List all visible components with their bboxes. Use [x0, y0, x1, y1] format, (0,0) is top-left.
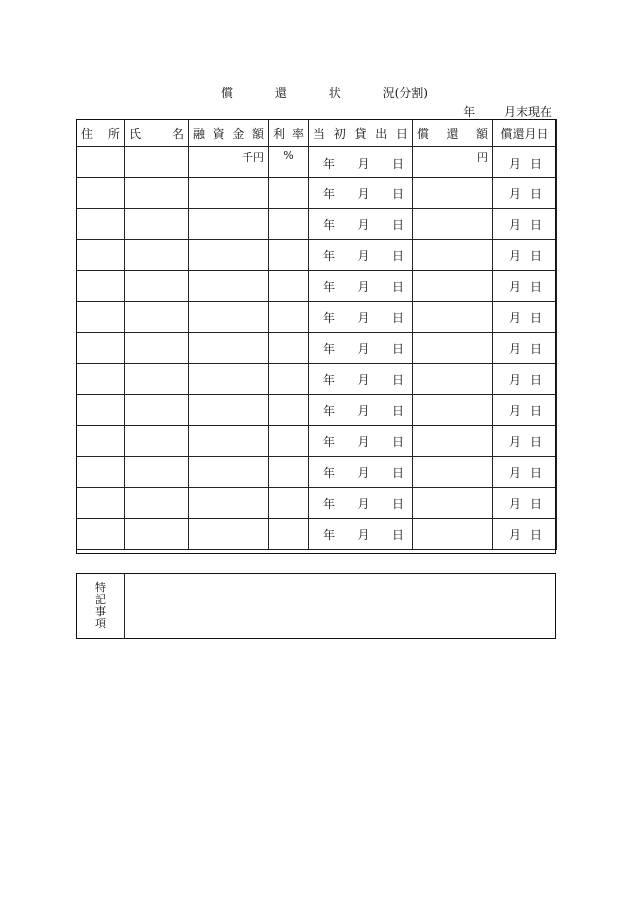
cell-repay-amount[interactable] [413, 209, 493, 240]
day-label: 日 [529, 186, 542, 201]
table-row [77, 302, 557, 333]
date-day-label: 日 [391, 496, 404, 511]
cell-initial-date[interactable] [309, 147, 413, 178]
cell-repay-amount[interactable] [413, 519, 493, 550]
repayment-table [76, 119, 557, 550]
date-year-label: 年 [323, 403, 336, 418]
notes-content[interactable] [125, 574, 555, 638]
date-day-label: 日 [391, 217, 404, 232]
table-row [77, 395, 557, 426]
cell-repay-month[interactable] [493, 364, 557, 395]
cell-loan-amount[interactable] [189, 209, 269, 240]
cell-initial-date[interactable] [309, 519, 413, 550]
date-day-label: 日 [391, 341, 404, 356]
date-month-label: 月 [357, 496, 370, 511]
cell-repay-amount[interactable] [413, 426, 493, 457]
date-month-label: 月 [357, 527, 370, 542]
day-label: 日 [529, 372, 542, 387]
cell-loan-amount[interactable] [189, 488, 269, 519]
date-month-label: 月 [357, 217, 370, 232]
cell-address[interactable] [77, 488, 125, 519]
day-label: 日 [529, 527, 542, 542]
month-label: 月 [509, 310, 522, 325]
date-year-label: 年 [323, 341, 336, 356]
table-row [77, 519, 557, 550]
cell-name[interactable] [125, 178, 189, 209]
cell-rate[interactable] [269, 178, 309, 209]
cell-repay-month[interactable] [493, 302, 557, 333]
cell-repay-month[interactable] [493, 426, 557, 457]
cell-address[interactable] [77, 147, 125, 178]
month-label: 月 [509, 341, 522, 356]
date-day-label: 日 [391, 248, 404, 263]
month-label: 月 [509, 217, 522, 232]
month-label: 月 [509, 186, 522, 201]
title-char: 償 [221, 86, 234, 100]
cell-rate[interactable] [269, 519, 309, 550]
header-row [77, 120, 557, 147]
cell-rate[interactable] [269, 426, 309, 457]
cell-name[interactable] [125, 364, 189, 395]
header-rate: 利 率 [269, 120, 309, 147]
date-month-label: 月 [357, 310, 370, 325]
cell-loan-amount[interactable] [189, 519, 269, 550]
cell-initial-date[interactable] [309, 178, 413, 209]
month-label: 月 [509, 527, 522, 542]
date-month-label: 月 [357, 157, 370, 171]
cell-name[interactable] [125, 271, 189, 302]
date-month-label: 月 [357, 434, 370, 449]
cell-name[interactable] [125, 426, 189, 457]
cell-initial-date[interactable] [309, 240, 413, 271]
cell-loan-amount[interactable] [189, 147, 269, 178]
title-char: 還 [274, 86, 287, 100]
unit-repay-amount: 円 [477, 151, 488, 164]
cell-name[interactable] [125, 395, 189, 426]
cell-name[interactable] [125, 333, 189, 364]
table-row [77, 147, 557, 178]
day-label: 日 [529, 279, 542, 294]
date-year-label: 年 [323, 527, 336, 542]
table-row [77, 488, 557, 519]
cell-repay-amount[interactable] [413, 395, 493, 426]
cell-repay-amount[interactable] [413, 333, 493, 364]
cell-loan-amount[interactable] [189, 457, 269, 488]
month-label: 月 [509, 372, 522, 387]
cell-repay-month[interactable] [493, 488, 557, 519]
date-day-label: 日 [391, 310, 404, 325]
cell-repay-month[interactable] [493, 240, 557, 271]
as-of-year-label: 年 [463, 105, 476, 119]
day-label: 日 [529, 248, 542, 263]
cell-rate[interactable] [269, 364, 309, 395]
cell-initial-date[interactable] [309, 426, 413, 457]
cell-initial-date[interactable] [309, 395, 413, 426]
cell-initial-date[interactable] [309, 457, 413, 488]
cell-initial-date[interactable] [309, 302, 413, 333]
date-day-label: 日 [391, 527, 404, 542]
cell-initial-date[interactable] [309, 333, 413, 364]
cell-address[interactable] [77, 519, 125, 550]
cell-repay-month[interactable] [493, 395, 557, 426]
date-month-label: 月 [357, 248, 370, 263]
date-year-label: 年 [323, 248, 336, 263]
date-year-label: 年 [323, 434, 336, 449]
cell-repay-amount[interactable] [413, 488, 493, 519]
date-month-label: 月 [357, 186, 370, 201]
date-year-label: 年 [323, 372, 336, 387]
cell-repay-month[interactable] [493, 333, 557, 364]
cell-address[interactable] [77, 302, 125, 333]
header-repay-month: 償還月日 [493, 120, 557, 147]
header-initial-date: 当 初 貸 出 日 [309, 120, 413, 147]
cell-loan-amount[interactable] [189, 302, 269, 333]
cell-rate[interactable] [269, 457, 309, 488]
cell-loan-amount[interactable] [189, 364, 269, 395]
cell-initial-date[interactable] [309, 364, 413, 395]
date-day-label: 日 [391, 372, 404, 387]
cell-repay-month[interactable] [493, 271, 557, 302]
cell-address[interactable] [77, 271, 125, 302]
table-row [77, 457, 557, 488]
date-year-label: 年 [323, 217, 336, 232]
month-label: 月 [509, 434, 522, 449]
cell-rate[interactable] [269, 333, 309, 364]
month-label: 月 [509, 248, 522, 263]
cell-repay-month[interactable] [493, 457, 557, 488]
cell-name[interactable] [125, 147, 189, 178]
cell-repay-amount[interactable] [413, 457, 493, 488]
cell-loan-amount[interactable] [189, 426, 269, 457]
cell-loan-amount[interactable] [189, 333, 269, 364]
date-day-label: 日 [391, 434, 404, 449]
date-month-label: 月 [357, 341, 370, 356]
cell-address[interactable] [77, 209, 125, 240]
title-char: 状 [328, 86, 341, 100]
table-row [77, 240, 557, 271]
date-month-label: 月 [357, 403, 370, 418]
cell-repay-month[interactable] [493, 147, 557, 178]
cell-rate[interactable] [269, 240, 309, 271]
month-label: 月 [509, 279, 522, 294]
cell-name[interactable] [125, 209, 189, 240]
cell-rate[interactable] [269, 395, 309, 426]
cell-repay-amount[interactable] [413, 364, 493, 395]
cell-repay-amount[interactable] [413, 271, 493, 302]
cell-address[interactable] [77, 240, 125, 271]
cell-repay-amount[interactable] [413, 240, 493, 271]
cell-name[interactable] [125, 302, 189, 333]
day-label: 日 [529, 157, 542, 171]
day-label: 日 [529, 434, 542, 449]
month-label: 月 [509, 465, 522, 480]
cell-rate[interactable] [269, 271, 309, 302]
table-row [77, 271, 557, 302]
date-day-label: 日 [391, 279, 404, 294]
date-year-label: 年 [323, 186, 336, 201]
date-year-label: 年 [323, 465, 336, 480]
date-month-label: 月 [357, 279, 370, 294]
day-label: 日 [529, 310, 542, 325]
cell-loan-amount[interactable] [189, 395, 269, 426]
cell-rate[interactable] [269, 209, 309, 240]
cell-repay-month[interactable] [493, 178, 557, 209]
table-row [77, 178, 557, 209]
cell-initial-date[interactable] [309, 488, 413, 519]
title-char: 況 [382, 86, 395, 100]
cell-address[interactable] [77, 333, 125, 364]
cell-rate[interactable] [269, 302, 309, 333]
cell-repay-month[interactable] [493, 519, 557, 550]
date-day-label: 日 [391, 403, 404, 418]
notes-box [76, 573, 556, 639]
page-title [0, 84, 630, 101]
cell-rate[interactable] [269, 147, 309, 178]
title-suffix: (分割) [394, 86, 428, 100]
as-of-month-label: 月末現在 [503, 105, 552, 119]
cell-repay-month[interactable] [493, 209, 557, 240]
date-month-label: 月 [357, 372, 370, 387]
day-label: 日 [529, 403, 542, 418]
cell-address[interactable] [77, 457, 125, 488]
notes-label: 特 記 事 項 [77, 574, 125, 638]
table-row [77, 333, 557, 364]
cell-name[interactable] [125, 240, 189, 271]
table-row [77, 426, 557, 457]
day-label: 日 [529, 341, 542, 356]
date-year-label: 年 [323, 157, 336, 171]
day-label: 日 [529, 496, 542, 511]
cell-address[interactable] [77, 178, 125, 209]
table-row [77, 364, 557, 395]
cell-name[interactable] [125, 519, 189, 550]
day-label: 日 [529, 217, 542, 232]
month-label: 月 [509, 157, 522, 171]
date-day-label: 日 [391, 465, 404, 480]
date-year-label: 年 [323, 496, 336, 511]
cell-loan-amount[interactable] [189, 178, 269, 209]
cell-initial-date[interactable] [309, 271, 413, 302]
cell-loan-amount[interactable] [189, 271, 269, 302]
month-label: 月 [509, 496, 522, 511]
cell-address[interactable] [77, 364, 125, 395]
day-label: 日 [529, 465, 542, 480]
cell-initial-date[interactable] [309, 209, 413, 240]
cell-rate[interactable] [269, 488, 309, 519]
header-repay-amount: 償 還 額 [413, 120, 493, 147]
cell-repay-amount[interactable] [413, 147, 493, 178]
cell-name[interactable] [125, 488, 189, 519]
table-row [77, 209, 557, 240]
unit-rate: % [283, 149, 294, 162]
cell-address[interactable] [77, 426, 125, 457]
cell-repay-amount[interactable] [413, 302, 493, 333]
header-loan-amount: 融 資 金 額 [189, 120, 269, 147]
unit-loan-amount: 千円 [242, 151, 264, 164]
date-day-label: 日 [391, 157, 404, 171]
cell-repay-amount[interactable] [413, 178, 493, 209]
cell-address[interactable] [77, 395, 125, 426]
header-name: 氏 名 [125, 120, 189, 147]
cell-name[interactable] [125, 457, 189, 488]
date-month-label: 月 [357, 465, 370, 480]
header-address: 住 所 [77, 120, 125, 147]
date-day-label: 日 [391, 186, 404, 201]
date-year-label: 年 [323, 279, 336, 294]
as-of-date [463, 103, 552, 120]
date-year-label: 年 [323, 310, 336, 325]
cell-loan-amount[interactable] [189, 240, 269, 271]
month-label: 月 [509, 403, 522, 418]
